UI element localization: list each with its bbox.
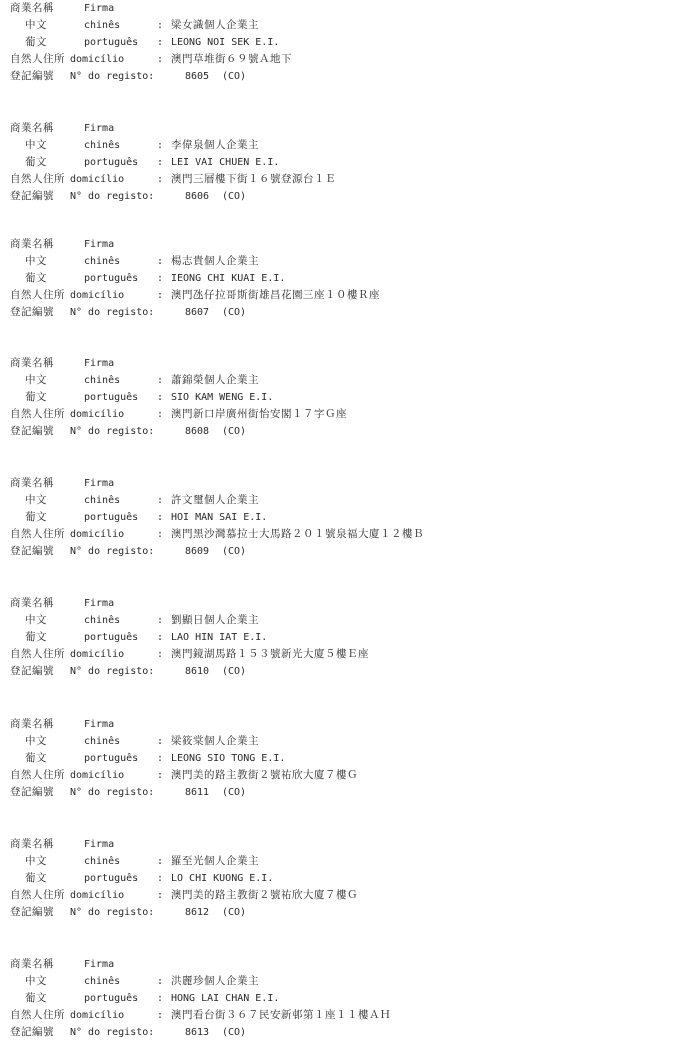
portuguese-label-cn: 葡文 [25,992,47,1004]
portuguese-label-pt: português [84,157,139,168]
firm-label-pt: Firma [84,3,115,14]
colon: : [157,1010,164,1021]
firm-label-cn: 商業名稱 [10,597,54,609]
portuguese-label-cn: 葡文 [25,631,47,643]
registry-label-cn: 登記編號 [10,1026,54,1038]
registry-number: 8611 [185,787,210,798]
colon: : [157,290,164,301]
firm-label-pt: Firma [84,123,115,134]
domicile-label-pt: domicílio [70,529,125,540]
registry-label-cn: 登記編號 [10,190,54,202]
registry-label-pt: N° do registo: [70,666,155,677]
domicile-address: 澳門三層樓下街１６號登源台１Ｅ [171,173,336,185]
chinese-label-pt: chinês [84,495,121,506]
firm-name-portuguese: LEI VAI CHUEN E.I. [171,157,280,168]
registry-tag: (CO) [222,191,247,202]
domicile-label-cn: 自然人住所 [10,528,65,540]
firm-label-pt: Firma [84,478,115,489]
chinese-label-pt: chinês [84,375,121,386]
portuguese-label-cn: 葡文 [25,156,47,168]
colon: : [157,54,164,65]
firm-label-pt: Firma [84,239,115,250]
chinese-label-cn: 中文 [25,139,47,151]
domicile-label-cn: 自然人住所 [10,648,65,660]
colon: : [157,140,164,151]
domicile-address: 澳門美的路主教街２號祐欣大廈７樓Ｇ [171,769,358,781]
chinese-label-pt: chinês [84,736,121,747]
registry-number: 8612 [185,907,210,918]
chinese-label-cn: 中文 [25,855,47,867]
portuguese-label-pt: português [84,392,139,403]
portuguese-label-pt: português [84,993,139,1004]
registry-label-pt: N° do registo: [70,426,155,437]
registry-label-pt: N° do registo: [70,787,155,798]
portuguese-label-pt: português [84,273,139,284]
registry-tag: (CO) [222,307,247,318]
colon: : [157,375,164,386]
registry-label-cn: 登記編號 [10,306,54,318]
chinese-label-cn: 中文 [25,255,47,267]
portuguese-label-pt: português [84,632,139,643]
colon: : [157,273,164,284]
colon: : [157,632,164,643]
portuguese-label-pt: português [84,37,139,48]
firm-name-portuguese: IEONG CHI KUAI E.I. [171,273,286,284]
chinese-label-pt: chinês [84,140,121,151]
registry-number: 8605 [185,71,210,82]
firm-label-cn: 商業名稱 [10,838,54,850]
domicile-label-cn: 自然人住所 [10,1009,65,1021]
domicile-address: 澳門看台街３６７民安新邨第１座１１樓ＡＨ [171,1009,391,1021]
colon: : [157,512,164,523]
registry-number: 8613 [185,1027,210,1038]
registry-label-pt: N° do registo: [70,71,155,82]
registry-tag: (CO) [222,426,247,437]
domicile-label-pt: domicílio [70,890,125,901]
firm-label-pt: Firma [84,839,115,850]
chinese-label-pt: chinês [84,856,121,867]
registry-number: 8606 [185,191,210,202]
registry-number: 8608 [185,426,210,437]
registry-tag: (CO) [222,546,247,557]
chinese-label-pt: chinês [84,256,121,267]
colon: : [157,20,164,31]
registry-tag: (CO) [222,907,247,918]
firm-name-chinese: 劉顯日個人企業主 [171,614,259,626]
firm-name-portuguese: LEONG SIO TONG E.I. [171,753,286,764]
domicile-label-pt: domicílio [70,770,125,781]
registry-label-cn: 登記編號 [10,70,54,82]
registry-tag: (CO) [222,787,247,798]
registry-label-cn: 登記編號 [10,665,54,677]
domicile-label-cn: 自然人住所 [10,889,65,901]
firm-name-portuguese: LO CHI KUONG E.I. [171,873,274,884]
firm-name-chinese: 李偉泉個人企業主 [171,139,259,151]
firm-name-portuguese: HOI MAN SAI E.I. [171,512,268,523]
colon: : [157,495,164,506]
firm-name-chinese: 洪麗珍個人企業主 [171,975,259,987]
registry-label-cn: 登記編號 [10,906,54,918]
domicile-address: 澳門新口岸廣州街怡安閣１７字Ｇ座 [171,408,347,420]
chinese-label-cn: 中文 [25,735,47,747]
colon: : [157,174,164,185]
registry-label-pt: N° do registo: [70,546,155,557]
chinese-label-cn: 中文 [25,494,47,506]
portuguese-label-pt: português [84,512,139,523]
chinese-label-cn: 中文 [25,374,47,386]
colon: : [157,529,164,540]
registry-entry [0,716,699,806]
domicile-label-cn: 自然人住所 [10,289,65,301]
registry-entry [0,475,699,565]
portuguese-label-cn: 葡文 [25,36,47,48]
domicile-label-pt: domicílio [70,174,125,185]
firm-name-chinese: 許文璽個人企業主 [171,494,259,506]
colon: : [157,736,164,747]
registry-tag: (CO) [222,666,247,677]
firm-label-cn: 商業名稱 [10,958,54,970]
portuguese-label-pt: português [84,873,139,884]
registry-label-cn: 登記編號 [10,545,54,557]
firm-name-chinese: 楊志貴個人企業主 [171,255,259,267]
firm-name-portuguese: LAO HIN IAT E.I. [171,632,268,643]
firm-name-chinese: 羅至光個人企業主 [171,855,259,867]
registry-number: 8610 [185,666,210,677]
colon: : [157,37,164,48]
colon: : [157,649,164,660]
registry-entry [0,956,699,1046]
firm-name-chinese: 梁筱棠個人企業主 [171,735,259,747]
firm-name-portuguese: LEONG NOI SEK E.I. [171,37,280,48]
registry-label-pt: N° do registo: [70,1027,155,1038]
colon: : [157,409,164,420]
registry-label-pt: N° do registo: [70,191,155,202]
firm-name-chinese: 蕭錦榮個人企業主 [171,374,259,386]
firm-label-pt: Firma [84,598,115,609]
portuguese-label-pt: português [84,753,139,764]
registry-entry [0,595,699,685]
registry-number: 8609 [185,546,210,557]
domicile-label-cn: 自然人住所 [10,53,65,65]
firm-label-cn: 商業名稱 [10,122,54,134]
portuguese-label-cn: 葡文 [25,872,47,884]
firm-label-cn: 商業名稱 [10,2,54,14]
registry-entry [0,236,699,326]
registry-entry [0,355,699,445]
firm-label-cn: 商業名稱 [10,718,54,730]
chinese-label-cn: 中文 [25,614,47,626]
chinese-label-pt: chinês [84,976,121,987]
colon: : [157,890,164,901]
colon: : [157,157,164,168]
domicile-label-pt: domicílio [70,649,125,660]
registry-entry [0,836,699,926]
domicile-address: 澳門美的路主教街２號祐欣大廈７樓Ｇ [171,889,358,901]
registry-label-cn: 登記編號 [10,425,54,437]
domicile-address: 澳門草堆街６９號Ａ地下 [171,53,292,65]
registry-label-pt: N° do registo: [70,907,155,918]
registry-tag: (CO) [222,71,247,82]
chinese-label-pt: chinês [84,615,121,626]
chinese-label-cn: 中文 [25,19,47,31]
firm-label-pt: Firma [84,358,115,369]
registry-tag: (CO) [222,1027,247,1038]
firm-label-cn: 商業名稱 [10,238,54,250]
portuguese-label-cn: 葡文 [25,752,47,764]
domicile-label-pt: domicílio [70,1010,125,1021]
domicile-address: 澳門黑沙灣慕拉士大馬路２０１號泉福大廈１２樓Ｂ [171,528,424,540]
firm-label-pt: Firma [84,719,115,730]
firm-label-cn: 商業名稱 [10,477,54,489]
domicile-label-pt: domicílio [70,290,125,301]
domicile-label-cn: 自然人住所 [10,769,65,781]
colon: : [157,976,164,987]
firm-name-chinese: 梁女識個人企業主 [171,19,259,31]
domicile-label-cn: 自然人住所 [10,408,65,420]
portuguese-label-cn: 葡文 [25,391,47,403]
portuguese-label-cn: 葡文 [25,511,47,523]
registry-label-cn: 登記編號 [10,786,54,798]
firm-label-cn: 商業名稱 [10,357,54,369]
domicile-address: 澳門氹仔拉哥斯街雄昌花園三座１０樓Ｒ座 [171,289,380,301]
registry-number: 8607 [185,307,210,318]
registry-label-pt: N° do registo: [70,307,155,318]
registry-entry [0,120,699,210]
firm-label-pt: Firma [84,959,115,970]
colon: : [157,753,164,764]
domicile-label-pt: domicílio [70,409,125,420]
colon: : [157,615,164,626]
colon: : [157,873,164,884]
colon: : [157,256,164,267]
domicile-label-cn: 自然人住所 [10,173,65,185]
colon: : [157,993,164,1004]
portuguese-label-cn: 葡文 [25,272,47,284]
domicile-label-pt: domicílio [70,54,125,65]
domicile-address: 澳門鏡湖馬路１５３號新光大廈５樓Ｅ座 [171,648,369,660]
firm-name-portuguese: SIO KAM WENG E.I. [171,392,274,403]
colon: : [157,392,164,403]
colon: : [157,770,164,781]
chinese-label-pt: chinês [84,20,121,31]
firm-name-portuguese: HONG LAI CHAN E.I. [171,993,280,1004]
registry-entry [0,0,699,90]
chinese-label-cn: 中文 [25,975,47,987]
colon: : [157,856,164,867]
